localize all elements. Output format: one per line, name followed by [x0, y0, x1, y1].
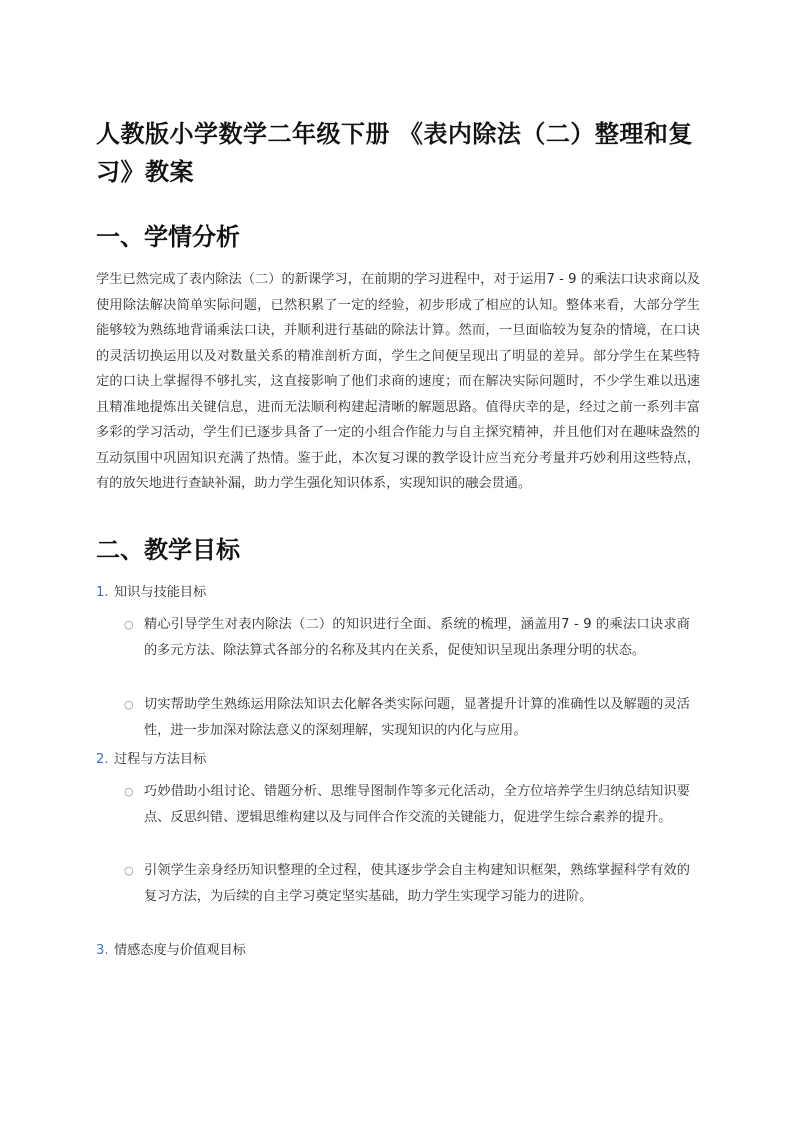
section-heading-learning-analysis: 一、学情分析 — [96, 223, 240, 251]
list-item-emotion-values — [96, 941, 700, 961]
sub-list-item-text: 切实帮助学生熟练运用除法知识去化解各类实际问题，显著提升计算的准确性以及解题的灵活性，进一步加深对除法意义的深刻理解，实现知识的内化与应用。 — [144, 697, 690, 738]
sub-list-item-text: 巧妙借助小组讨论、错题分析、思维导图制作等多元化活动，全方位培养学生归纳总结知识要点、反思纠错、逻辑思维构建以及与同伴合作交流的关键能力，促进学生综合素养的提升。 — [144, 784, 690, 825]
section-heading-teaching-goals: 二、教学目标 — [96, 536, 240, 564]
circle-bullet-icon: ○ — [124, 785, 134, 798]
document-title: 人教版小学数学二年级下册 《表内除法（二）整理和复习》教案 — [96, 120, 693, 186]
list-number: 1. — [96, 585, 109, 600]
circle-bullet-icon: ○ — [124, 864, 134, 877]
list-item-knowledge-skills — [96, 583, 700, 603]
list-item-label: 情感态度与价值观目标 — [114, 943, 246, 958]
circle-bullet-icon: ○ — [124, 618, 134, 631]
sub-list-item — [124, 858, 690, 909]
sub-list-item — [124, 612, 690, 663]
sub-list-item — [124, 692, 690, 743]
list-item-label: 过程与方法目标 — [114, 752, 207, 767]
learning-analysis-paragraph: 学生已然完成了表内除法（二）的新课学习，在前期的学习进程中，对于运用7 - 9 的乘法口诀求商以及使用除法解决简单实际问题，已然积累了一定的经验，初步形成了相应的认知。整体来看，大部分学生能够较为熟练地背诵乘法口诀，并顺利进行基础的除法计算。然而，一旦面临较为复杂的情境，在口诀的灵活切换运用以及对数量关系的精准剖析方面，学生之间便呈现出了明显的差异。部分学生在某些特定的口诀上掌握得不够扎实，这直接影响了他们求商的速度；而在解决实际问题时，不少学生难以迅速且精准地提炼出关键信息，进而无法顺利构建起清晰的解题思路。值得庆幸的是，经过之前一系列丰富多彩的学习活动，学生们已逐步具备了一定的小组合作能力与自主探究精神，并且他们对在趣味盎然的互动氛围中巩固知识充满了热情。鉴于此，本次复习课的教学设计应当充分考量并巧妙利用这些特点，有的放矢地进行查缺补漏，助力学生强化知识体系，实现知识的融会贯通。 — [96, 272, 700, 491]
list-item-process-methods — [96, 750, 700, 770]
circle-bullet-icon: ○ — [124, 698, 134, 711]
sub-list-item — [124, 779, 690, 830]
list-item-label: 知识与技能目标 — [114, 585, 207, 600]
sub-list-item-text: 引领学生亲身经历知识整理的全过程，使其逐步学会自主构建知识框架，熟练掌握科学有效的复习方法，为后续的自主学习奠定坚实基础，助力学生实现学习能力的进阶。 — [144, 863, 690, 904]
sub-list-item-text: 精心引导学生对表内除法（二）的知识进行全面、系统的梳理，涵盖用7 - 9 的乘法口诀求商的多元方法、除法算式各部分的名称及其内在关系，促使知识呈现出条理分明的状态。 — [144, 617, 690, 658]
list-number: 3. — [96, 943, 109, 958]
list-number: 2. — [96, 752, 109, 767]
